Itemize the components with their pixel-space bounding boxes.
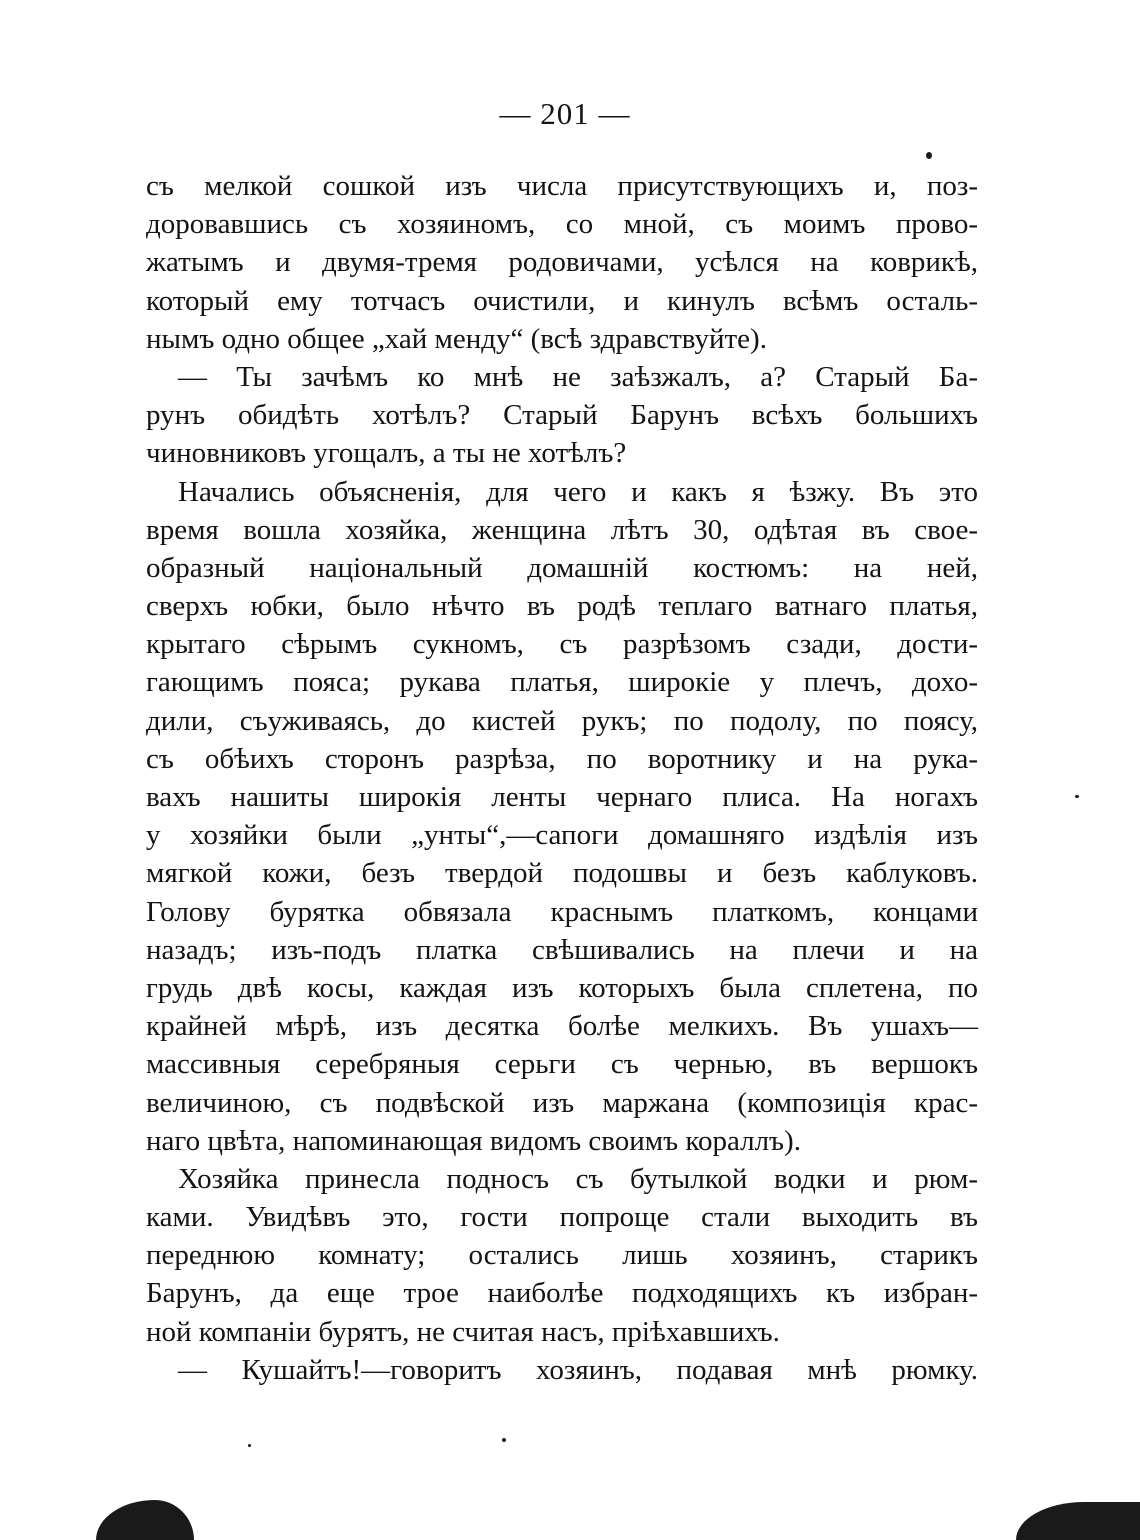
ink-speck <box>248 1444 251 1447</box>
text-line: крайней мѣрѣ, изъ десятка болѣе мелкихъ. Въ ушахъ— <box>146 1010 978 1043</box>
text-line: который ему тотчасъ очистили, и кинулъ всѣмъ осталь- <box>146 284 978 317</box>
text-line: съ мелкой сошкой изъ числа присутствующихъ и, поз- <box>146 170 978 202</box>
text-line: Барунъ, да еще трое наиболѣе подходящихъ къ избран- <box>146 1277 978 1310</box>
text-line: гающимъ пояса; рукава платья, широкіе у плечъ, дохо- <box>146 666 978 699</box>
text-line: переднюю комнату; остались лишь хозяинъ, старикъ <box>146 1239 978 1272</box>
text-line: Голову бурятка обвязала краснымъ платкомъ, концами <box>146 895 978 928</box>
ink-blot <box>96 1500 194 1540</box>
text-line: жатымъ и двумя-тремя родовичами, усѣлся на коврикѣ, <box>146 246 978 279</box>
text-line: время вошла хозяйка, женщина лѣтъ 30, одѣтая въ свое- <box>146 513 978 546</box>
text-line: — Кушайтъ!—говоритъ хозяинъ, подавая мнѣ рюмку. <box>178 1353 978 1386</box>
text-line: назадъ; изъ-подъ платка свѣшивались на плечи и на <box>146 933 978 966</box>
text-line: вахъ нашиты широкія ленты чернаго плиса. На ногахъ <box>146 781 978 813</box>
text-line: крытаго сѣрымъ сукномъ, съ разрѣзомъ сзади, дости- <box>146 628 978 661</box>
text-line: массивныя серебряныя серьги съ чернью, въ вершокъ <box>146 1048 978 1081</box>
ink-speck <box>1075 795 1079 798</box>
ink-speck <box>926 152 932 159</box>
text-line: грудь двѣ косы, каждая изъ которыхъ была сплетена, по <box>146 971 978 1004</box>
ink-blot <box>1016 1502 1140 1540</box>
text-line: ной компаніи бурятъ, не считая насъ, пріѣхавшихъ. <box>146 1315 780 1348</box>
text-line: мягкой кожи, безъ твердой подошвы и безъ каблуковъ. <box>146 857 978 890</box>
text-line: Хозяйка принесла подносъ съ бутылкой водки и рюм- <box>178 1162 978 1195</box>
text-line: — Ты зачѣмъ ко мнѣ не заѣзжалъ, а? Старый Ба- <box>178 360 978 393</box>
text-line: у хозяйки были „унты“,—сапоги домашняго издѣлія изъ <box>146 819 978 852</box>
text-line: нымъ одно общее „хай менду“ (всѣ здравствуйте). <box>146 322 767 355</box>
text-line: наго цвѣта, напоминающая видомъ своимъ кораллъ). <box>146 1124 801 1157</box>
ink-speck <box>502 1438 506 1442</box>
text-line: рунъ обидѣть хотѣлъ? Старый Барунъ всѣхъ большихъ <box>146 399 978 432</box>
text-line: доровавшись съ хозяиномъ, со мной, съ моимъ прово- <box>146 208 978 241</box>
text-line: съ обѣихъ сторонъ разрѣза, по воротнику и на рука- <box>146 742 978 775</box>
text-line: сверхъ юбки, было нѣчто въ родѣ теплаго ватнаго платья, <box>146 590 978 623</box>
body-text <box>146 167 978 1389</box>
text-line: дили, съуживаясь, до кистей рукъ; по подолу, по поясу, <box>146 704 978 737</box>
text-line: Начались объясненія, для чего и какъ я ѣзжу. Въ это <box>178 475 978 508</box>
text-line: величиною, съ подвѣской изъ маржана (композиція крас- <box>146 1086 978 1119</box>
page-number: — 201 — <box>499 96 631 131</box>
text-line: чиновниковъ угощалъ, а ты не хотѣлъ? <box>146 437 627 470</box>
text-line: образный національный домашній костюмъ: на ней, <box>146 551 978 584</box>
text-line: ками. Увидѣвъ это, гости попроще стали выходить въ <box>146 1201 978 1234</box>
